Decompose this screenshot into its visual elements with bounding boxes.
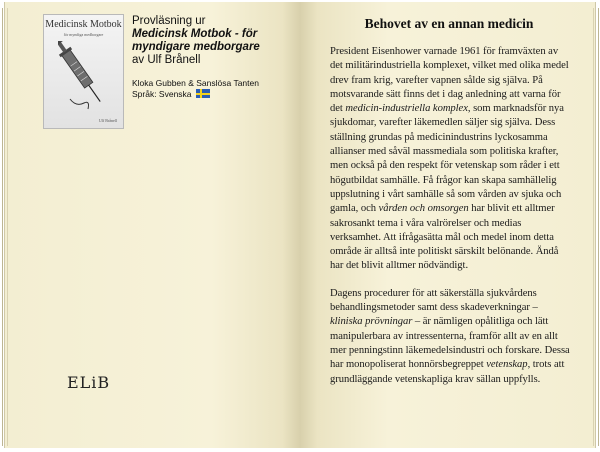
chapter-heading: Behovet av en annan medicin [364,16,534,31]
syringe-icon [58,41,108,113]
book-viewer [4,2,596,448]
left-page [4,2,300,448]
paragraph-1: President Eisenhower varnade 1961 för framväxten av det militärindustriella komplexet, vilket med olika medel drev fram krig, varefter vapnen sålde sig själva. På motsvarande sätt finns det i dag anledning att varna för det medicin-industriella komplex, som marknadsför nya sjukdomar, varefter läkemedlen säljer sig själva. Dess ställning grundas på medicinindustrins lyckosamma allianser med såväl massmediala som politiska krafter, men också på den respekt för vetenskap som råder i ett högutbildat samhälle. Få frågor kan skapa samhällelig uppslutning i vårt samhälle så som vården av sjuka och gamla, och vården och omsorgen har blivit ett alltmer sakrosankt tema i våra valrörelser och medias verksamhet. Att ifrågasätta mål och medel inom detta område är alltså inte politiskt särskilt belönande. Ändå har det blivit alltmer nödvändigt. [330,46,569,272]
paragraph-2: Dagens procedurer för att säkerställa sjukvårdens behandlingsmetoder samt dess skadeverkningar – kliniska prövningar – är nämligen opålitliga och lätt manipulerbara av intressenterna, framför allt av en allt mer penningstinn läkemedelsindustri och forskare. Dessa har monopoliserat honnörsbegreppet vetenskap, trots att grundläggande vetenskapliga krav sällan uppfylls. [330,287,570,385]
swedish-flag-icon [196,89,210,98]
book-title[interactable]: Medicinsk Motbok - för myndigare medborgare [132,28,260,53]
chapter-text [330,45,572,400]
preview-intro: Provläsning ur [132,15,206,27]
cover-subtitle: för myndiga medborgare [63,32,104,37]
language-label: Språk: Svenska [132,89,192,99]
publisher: Kloka Gubben & Sanslösa Tanten [132,78,259,88]
cover-title: Medicinsk Motbok [45,19,122,30]
elib-logo: ELiB [67,373,111,392]
right-page-edges [593,8,599,446]
book-author: av Ulf Brånell [132,54,201,66]
book-cover[interactable] [43,14,124,129]
cover-author: Ulf Brånell [98,118,117,123]
language-row [132,89,297,100]
left-page-edges [2,8,8,446]
book-info [132,15,297,100]
